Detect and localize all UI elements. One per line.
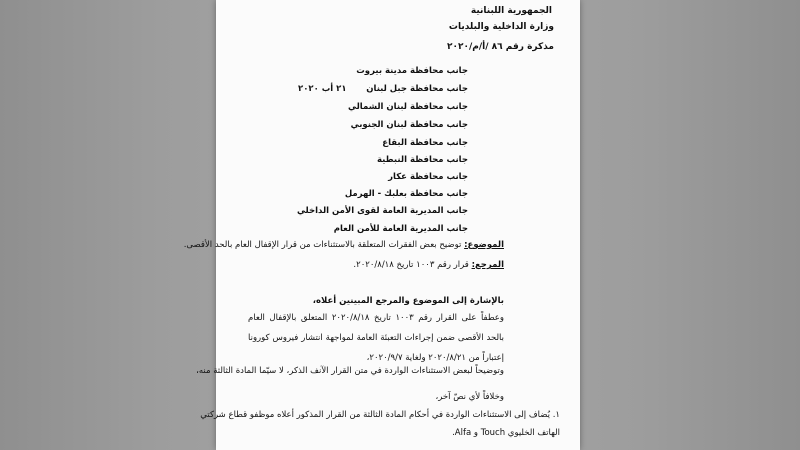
addressee: جانب محافظة مدينة بيروت	[356, 66, 468, 76]
ministry-header: وزارة الداخلية والبلديات	[448, 22, 554, 32]
addressee: جانب محافظة عكار	[388, 172, 468, 182]
subject-line	[184, 240, 504, 250]
subject-text: توضيح بعض الفقرات المتعلقة بالاستثناءات من قرار الإقفال العام بالحد الأقصى.	[183, 240, 462, 250]
addressee: جانب محافظة لبنان الجنوبي	[350, 120, 468, 130]
addressee: جانب المديرية العامة للأمن العام	[333, 224, 468, 234]
body-paragraph-1: وعطفاً على القرار رقم ١٠٠٣ تاريخ ٢٠٢٠/٨/١٨ المتعلق بالإقفال العام بالحد الأقصى ضمن إجراءات التعبئة العامة لمواجهة انتشار فيروس كورونا إعتباراً من ٢٠٢٠/٨/٢١ ولغاية ٢٠٢٠/٩/٧،	[248, 313, 504, 363]
addressee: جانب محافظة البقاع	[382, 138, 468, 148]
addressee: جانب المديرية العامة لقوى الأمن الداخلي	[296, 206, 468, 216]
list-item-1-line-2: الهاتف الخليوي Touch و Alfa.	[452, 428, 560, 438]
addressee: جانب محافظة بعلبك - الهرمل	[344, 189, 468, 199]
reference-label: المرجع:	[471, 260, 504, 270]
list-item-1-line-1: ١. يُضاف إلى الاستثناءات الواردة في أحكام المادة الثالثة من القرار المذكور أعلاه موظفو قطاع شركتي	[200, 410, 560, 420]
addressee: جانب محافظة جبل لبنان	[366, 84, 468, 94]
intro-line: بالإشارة إلى الموضوع والمرجع المبينين أعلاه،	[312, 296, 504, 306]
addressee: جانب محافظة النبطية	[377, 155, 468, 165]
addressee: جانب محافظة لبنان الشمالي	[348, 102, 468, 112]
subject-label: الموضوع:	[464, 240, 504, 250]
republic-header: الجمهورية اللبنانية	[470, 6, 552, 16]
memo-date: ٢١ أب ٢٠٢٠	[298, 84, 347, 94]
body-paragraph-2: وتوضيحاً لبعض الاستثناءات الواردة في متن القرار الآنف الذكر، لا سيّما المادة الثالثة منه،	[196, 366, 504, 376]
body-paragraph-3: وخلافاً لأي نصّ آخر،	[435, 392, 504, 402]
reference-line	[353, 260, 504, 270]
reference-text: قرار رقم ١٠٠٣ تاريخ ٢٠٢٠/٨/١٨.	[353, 260, 469, 270]
memo-page	[183, 0, 580, 450]
memo-number: مذكرة رقم ٨٦ /أ/م/٢٠٢٠	[447, 42, 554, 52]
